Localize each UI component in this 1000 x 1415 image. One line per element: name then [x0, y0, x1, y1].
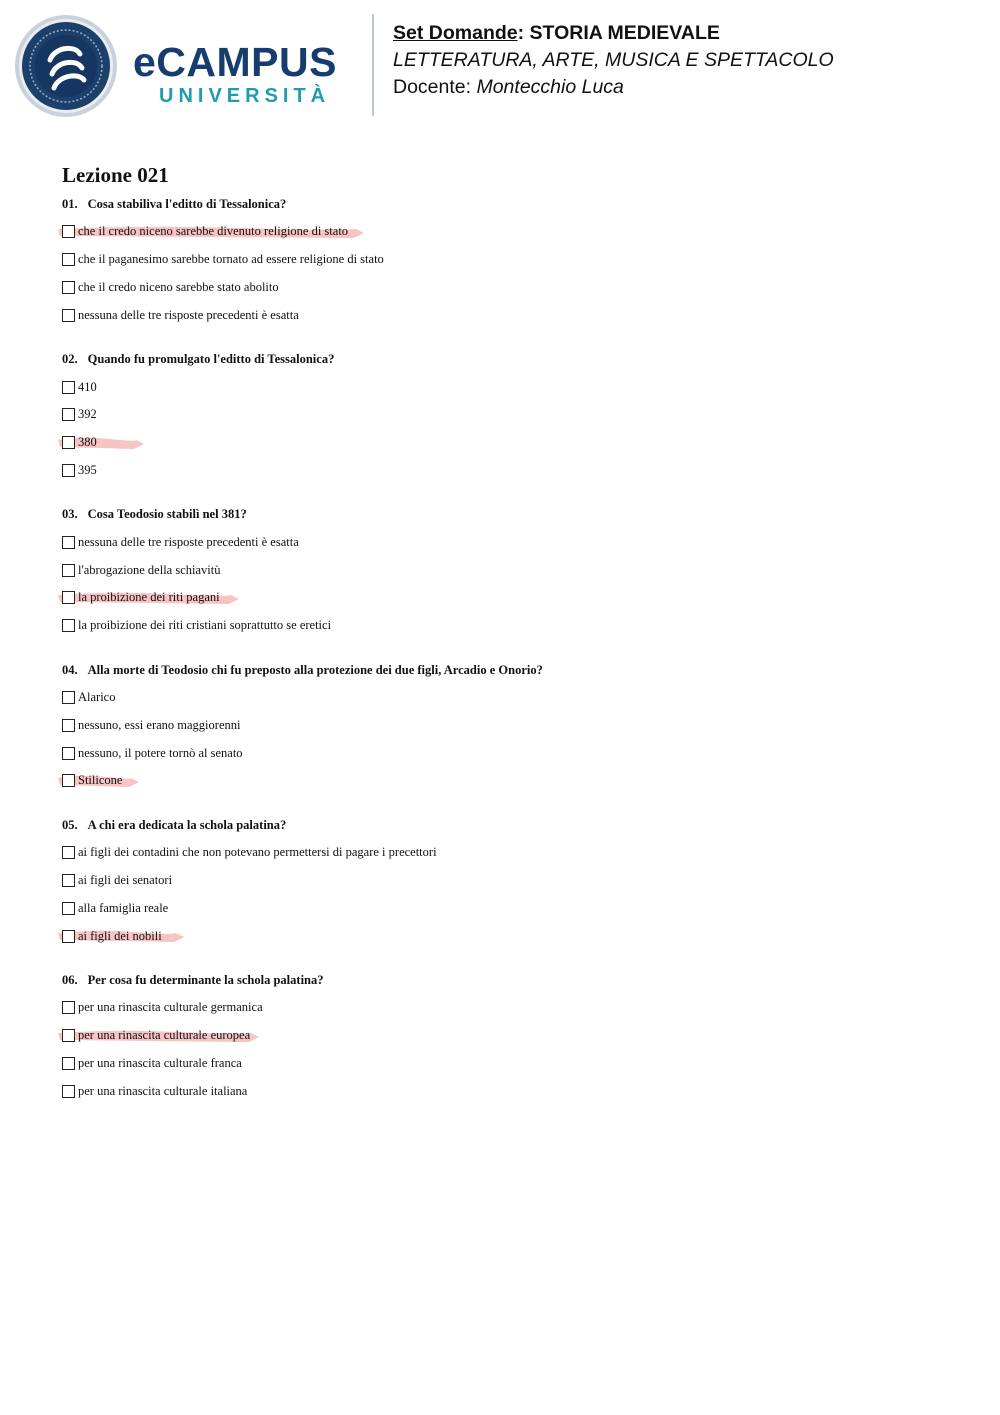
- answer-option[interactable]: [62, 839, 962, 867]
- lesson-title: Lezione 021: [62, 163, 169, 187]
- answer-text: che il credo niceno sarebbe stato abolito: [78, 279, 279, 294]
- checkbox[interactable]: [62, 874, 75, 887]
- answer-text: che il credo niceno sarebbe divenuto religione di stato: [78, 224, 349, 239]
- checkbox[interactable]: [62, 464, 75, 477]
- answer-text: nessuno, essi erano maggiorenni: [78, 717, 241, 732]
- answer-text: 380: [78, 435, 97, 450]
- answer-option[interactable]: [62, 612, 962, 640]
- question-number: 04.: [62, 662, 78, 677]
- question-block: [62, 811, 962, 950]
- checkbox[interactable]: [62, 1085, 75, 1098]
- checkbox[interactable]: [62, 564, 75, 577]
- answer-text: che il paganesimo sarebbe tornato ad essere religione di stato: [78, 252, 384, 267]
- question-text: Cosa stabiliva l'editto di Tessalonica?: [87, 197, 287, 211]
- answer-text: 395: [78, 462, 97, 477]
- question-block: [62, 656, 962, 795]
- checkbox[interactable]: [62, 747, 75, 760]
- question-block: [62, 500, 962, 639]
- set-label: Set Domande: [393, 22, 518, 44]
- answer-text: 392: [78, 407, 97, 422]
- logo-text: eCAMPUS: [133, 39, 337, 85]
- question-text: Cosa Teodosio stabilì nel 381?: [87, 507, 247, 522]
- question-title: [62, 345, 962, 373]
- checkbox[interactable]: [62, 436, 75, 449]
- checkbox[interactable]: [62, 536, 75, 549]
- question-number: 01.: [62, 197, 78, 211]
- checkbox[interactable]: [62, 1001, 75, 1014]
- answer-option[interactable]: [62, 373, 962, 401]
- course-subtitle: LETTERATURA, ARTE, MUSICA E SPETTACOLO: [393, 49, 834, 71]
- answer-text: ai figli dei contadini che non potevano permettersi di pagare i precettori: [78, 845, 437, 860]
- question-title: [62, 811, 962, 839]
- answer-text: nessuna delle tre risposte precedenti è esatta: [78, 534, 299, 549]
- answer-text: per una rinascita culturale franca: [78, 1055, 242, 1070]
- header-divider: [372, 14, 374, 116]
- answer-option[interactable]: [62, 401, 962, 429]
- question-block: [62, 190, 962, 329]
- checkbox[interactable]: [62, 1029, 75, 1042]
- answer-text: 410: [78, 379, 97, 394]
- header-info: [393, 20, 834, 101]
- checkbox[interactable]: [62, 281, 75, 294]
- checkbox[interactable]: [62, 253, 75, 266]
- checkbox[interactable]: [62, 591, 75, 604]
- logo-subtext: UNIVERSITÀ: [159, 85, 331, 107]
- teacher-label: Docente:: [393, 76, 477, 98]
- checkbox[interactable]: [62, 225, 75, 238]
- page-header: [0, 0, 1000, 130]
- answer-option[interactable]: [62, 528, 962, 556]
- answer-option[interactable]: [62, 246, 962, 274]
- checkbox[interactable]: [62, 902, 75, 915]
- answer-option[interactable]: [62, 922, 962, 950]
- answer-text: per una rinascita culturale germanica: [78, 1000, 263, 1015]
- teacher-name: Montecchio Luca: [476, 76, 624, 98]
- checkbox[interactable]: [62, 719, 75, 732]
- answer-option[interactable]: [62, 1077, 962, 1105]
- answer-option[interactable]: [62, 301, 962, 329]
- checkbox[interactable]: [62, 619, 75, 632]
- question-text: Quando fu promulgato l'editto di Tessalonica?: [87, 352, 335, 367]
- answer-option[interactable]: [62, 684, 962, 712]
- university-wordmark: [133, 40, 337, 108]
- answer-option[interactable]: [62, 274, 962, 302]
- answer-option[interactable]: [62, 867, 962, 895]
- checkbox[interactable]: [62, 774, 75, 787]
- question-block: [62, 966, 962, 1105]
- answer-text: Stilicone: [78, 773, 123, 788]
- answer-option[interactable]: [62, 218, 962, 246]
- answer-text: la proibizione dei riti cristiani soprattutto se eretici: [78, 618, 332, 633]
- checkbox[interactable]: [62, 930, 75, 943]
- question-title: [62, 190, 962, 218]
- answer-text: nessuna delle tre risposte precedenti è esatta: [78, 307, 299, 322]
- answer-option[interactable]: [62, 1022, 962, 1050]
- answer-text: ai figli dei nobili: [78, 928, 162, 943]
- course-name: STORIA MEDIEVALE: [529, 22, 720, 44]
- question-set: [62, 160, 962, 1121]
- answer-text: Alarico: [78, 689, 116, 704]
- answer-option[interactable]: [62, 894, 962, 922]
- question-text: A chi era dedicata la schola palatina?: [87, 817, 287, 832]
- answer-option[interactable]: [62, 584, 962, 612]
- answer-option[interactable]: [62, 767, 962, 795]
- question-block: [62, 345, 962, 484]
- checkbox[interactable]: [62, 309, 75, 322]
- set-separator: :: [517, 22, 530, 44]
- answer-option[interactable]: [62, 457, 962, 485]
- answer-option[interactable]: [62, 429, 962, 457]
- question-number: 03.: [62, 507, 78, 522]
- question-text: Alla morte di Teodosio chi fu preposto alla protezione dei due figli, Arcadio e Onorio?: [87, 662, 543, 677]
- answer-text: per una rinascita culturale italiana: [78, 1083, 248, 1098]
- answer-option[interactable]: [62, 994, 962, 1022]
- header-course-line: [393, 20, 834, 47]
- answer-option[interactable]: [62, 556, 962, 584]
- answer-text: ai figli dei senatori: [78, 872, 173, 887]
- question-number: 02.: [62, 352, 78, 367]
- answer-option[interactable]: [62, 711, 962, 739]
- answer-text: la proibizione dei riti pagani: [78, 590, 220, 605]
- checkbox[interactable]: [62, 408, 75, 421]
- checkbox[interactable]: [62, 381, 75, 394]
- question-title: [62, 500, 962, 528]
- answer-text: nessuno, il potere tornò al senato: [78, 745, 243, 760]
- question-list: [62, 190, 962, 1105]
- answer-text: alla famiglia reale: [78, 900, 169, 915]
- question-text: Per cosa fu determinante la schola palatina?: [87, 972, 324, 987]
- answer-text: per una rinascita culturale europea: [78, 1028, 251, 1043]
- university-seal-logo: [14, 14, 118, 118]
- question-title: [62, 656, 962, 684]
- teacher-line: [393, 74, 834, 101]
- checkbox[interactable]: [62, 846, 75, 859]
- checkbox[interactable]: [62, 691, 75, 704]
- answer-option[interactable]: [62, 739, 962, 767]
- question-title: [62, 966, 962, 994]
- answer-text: l'abrogazione della schiavitù: [78, 562, 221, 577]
- question-number: 06.: [62, 972, 78, 987]
- answer-option[interactable]: [62, 1050, 962, 1078]
- question-number: 05.: [62, 817, 78, 832]
- checkbox[interactable]: [62, 1057, 75, 1070]
